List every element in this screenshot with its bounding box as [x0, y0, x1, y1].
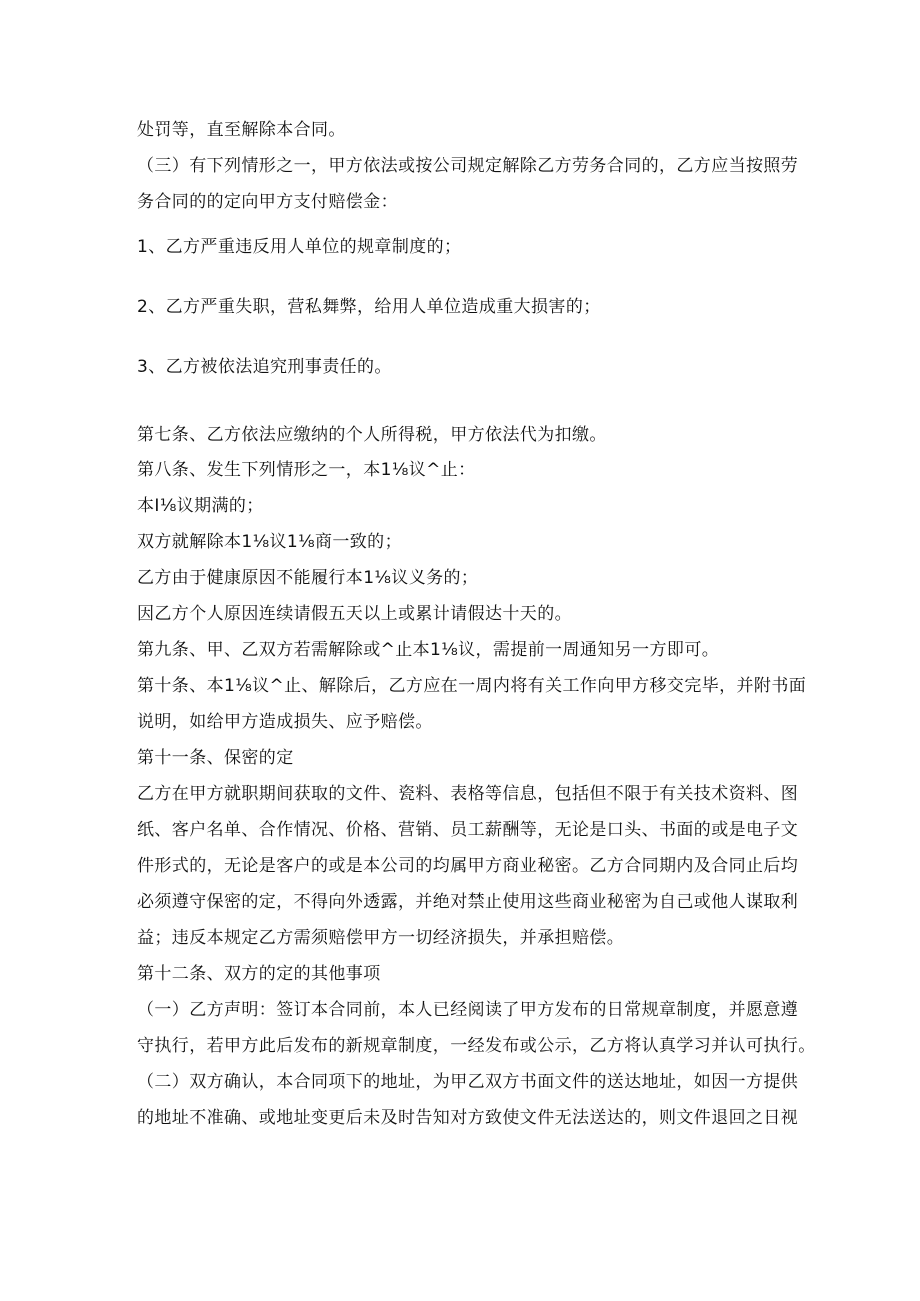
- text-line: 第八条、发生下列情形之一，本1⅛议^止：: [137, 460, 476, 480]
- section-heading: 第十一条、保密的定: [137, 748, 294, 768]
- section-heading: 第十二条、双方的定的其他事项: [137, 964, 381, 984]
- text-line: 件形式的，无论是客户的或是本公司的均属甲方商业秘密。乙方合同期内及合同止后均: [137, 856, 799, 876]
- text-line: 说明，如给甲方造成损失、应予赔偿。: [137, 712, 433, 732]
- text-line: （二）双方确认，本合同项下的地址，为甲乙双方书面文件的送达地址，如因一方提供: [137, 1072, 799, 1092]
- text-line: 处罚等，直至解除本合同。: [137, 120, 346, 140]
- text-line: 1、乙方严重违反用人单位的规章制度的；: [137, 237, 462, 257]
- text-line: 的地址不准确、或地址变更后未及时告知对方致使文件无法送达的，则文件退回之日视: [137, 1108, 799, 1128]
- text-line: 益；违反本规定乙方需须赔偿甲方一切经济损失，并承担赔偿。: [137, 928, 625, 948]
- text-line: 第十条、本1⅛议^止、解除后，乙方应在一周内将有关工作向甲方移交完毕，并附书面: [137, 676, 807, 696]
- text-line: 2、乙方严重失职，营私舞弊，给用人单位造成重大损害的；: [137, 297, 601, 317]
- text-line: 双方就解除本1⅛议1⅛商一致的；: [137, 532, 402, 552]
- text-line: 必须遵守保密的定，不得向外透露，并绝对禁止使用这些商业秘密为自己或他人谋取利: [137, 892, 799, 912]
- text-line: 第七条、乙方依法应缴纳的个人所得税，甲方依法代为扣缴。: [137, 425, 607, 445]
- text-line: （三）有下列情形之一，甲方依法或按公司规定解除乙方劳务合同的，乙方应当按照劳: [137, 156, 799, 176]
- text-line: 因乙方个人原因连续请假五天以上或累计请假达十天的。: [137, 604, 572, 624]
- text-line: 守执行，若甲方此后发布的新规章制度，一经发布或公示，乙方将认真学习并认可执行。: [137, 1036, 816, 1056]
- text-line: 纸、客户名单、合作情况、价格、营销、员工薪酬等，无论是口头、书面的或是电子文: [137, 820, 799, 840]
- text-line: （一）乙方声明：签订本合同前，本人已经阅读了甲方发布的日常规章制度，并愿意遵: [137, 1000, 799, 1020]
- text-line: 3、乙方被依法追究刑事责任的。: [137, 357, 392, 377]
- text-line: 乙方在甲方就职期间获取的文件、瓷料、表格等信息，包括但不限于有关技术资料、图: [137, 784, 799, 804]
- text-line: 本I⅛议期满的；: [137, 496, 264, 516]
- text-line: 务合同的的定向甲方支付赔偿金：: [137, 192, 398, 212]
- text-line: 第九条、甲、乙双方若需解除或^止本1⅛议，需提前一周通知另一方即可。: [137, 640, 720, 660]
- text-line: 乙方由于健康原因不能履行本1⅛议义务的；: [137, 568, 479, 588]
